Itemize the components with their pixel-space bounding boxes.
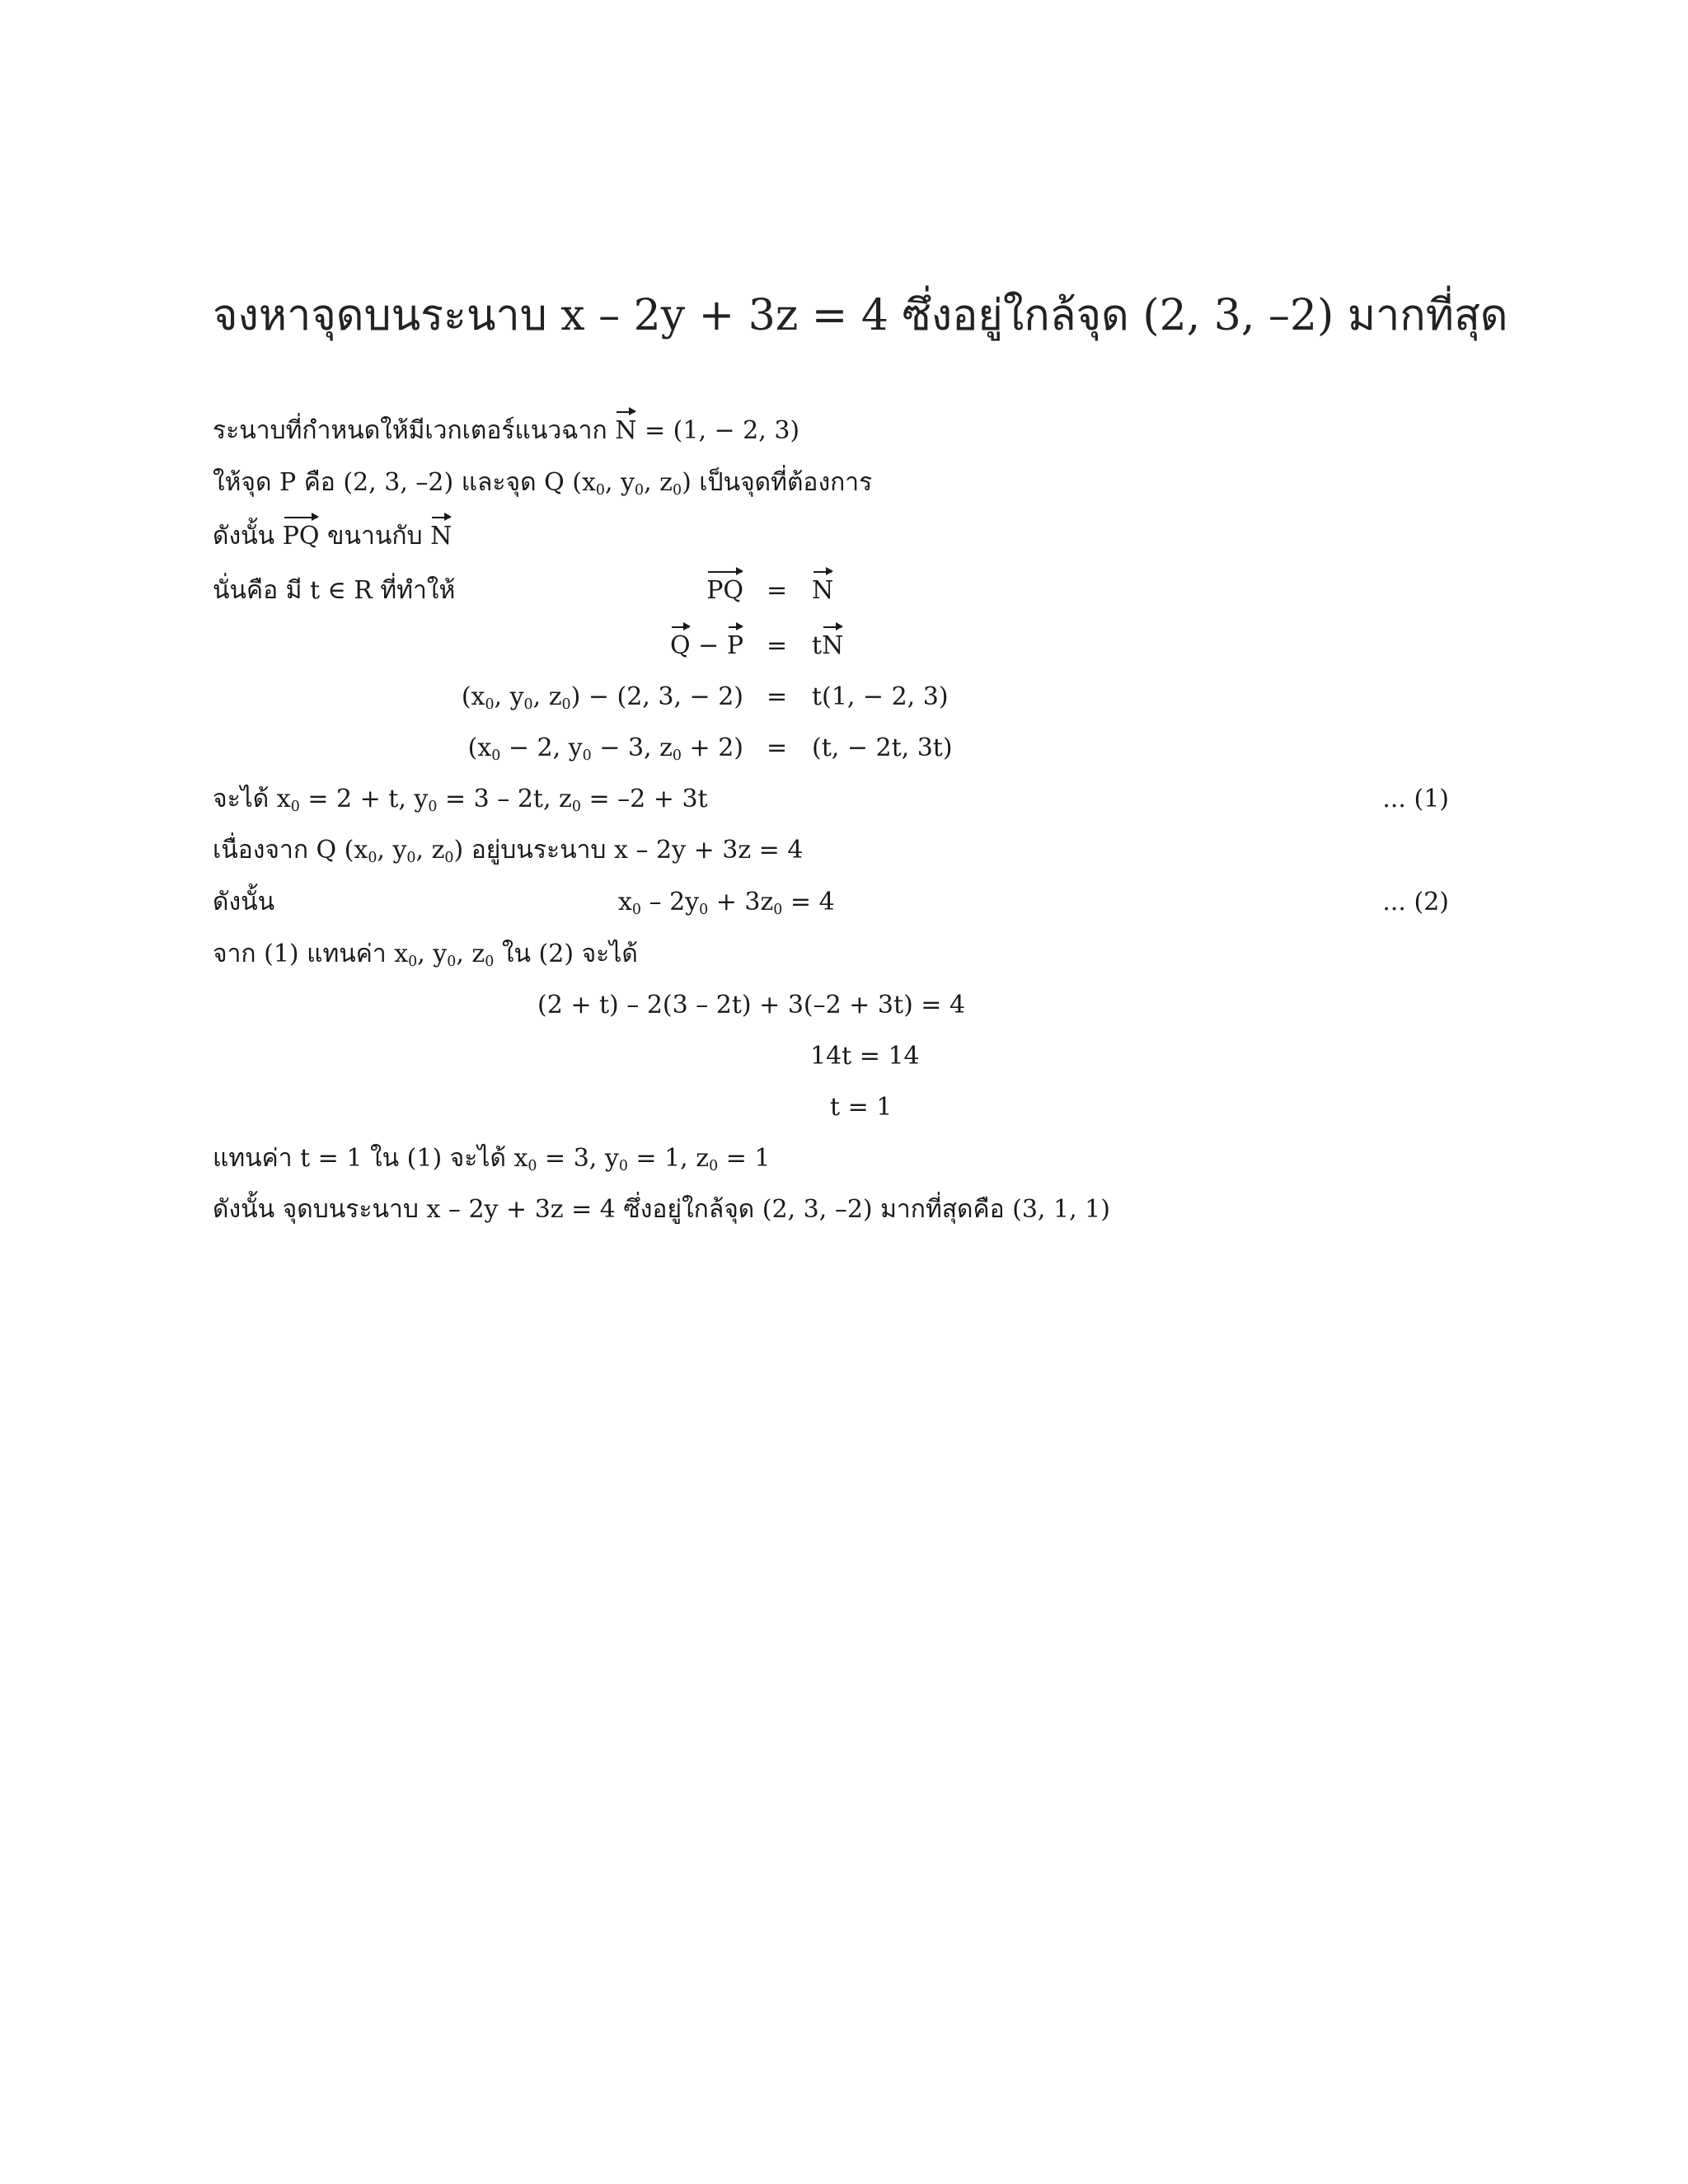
subscript: 0 <box>635 481 645 499</box>
eq4-equals: = <box>767 733 788 762</box>
equation-tag-1: ... (1) <box>1382 785 1449 813</box>
subscript: 0 <box>447 953 457 970</box>
text: t <box>812 631 823 660</box>
text: = (1, − 2, 3) <box>636 416 800 445</box>
eq4-left <box>379 732 743 765</box>
text: , z <box>415 836 445 865</box>
vector-pq: PQ <box>283 520 320 553</box>
text: เนื่องจาก Q (x <box>213 836 368 865</box>
text: − 2, y <box>500 733 583 762</box>
substitute-t-line <box>213 1142 770 1175</box>
subscript: 0 <box>672 747 682 764</box>
subscript: 0 <box>672 481 682 499</box>
subscript: 0 <box>582 747 592 764</box>
subscript: 0 <box>528 1157 537 1174</box>
text: จะได้ x <box>213 785 291 813</box>
eq1-right <box>812 574 833 607</box>
simplified-equation: 14t = 14 <box>810 1042 920 1071</box>
text: = 3 – 2t, z <box>437 785 572 813</box>
equation-tag-2: ... (2) <box>1382 888 1449 916</box>
subscript: 0 <box>485 696 495 713</box>
text: = 3, y <box>537 1144 619 1173</box>
subscript: 0 <box>408 953 418 970</box>
vector-n: N <box>812 574 833 607</box>
text: , z <box>532 682 562 711</box>
text: ) − (2, 3, − 2) <box>570 682 743 711</box>
exists-t-line <box>213 574 455 607</box>
text: − 3, z <box>591 733 673 762</box>
text: ดังนั้น <box>213 522 283 551</box>
vector-n: N <box>822 630 843 663</box>
points-definition-line <box>213 466 872 499</box>
subscript: 0 <box>406 849 416 866</box>
subscript: 0 <box>491 747 501 764</box>
text: ขนานกับ <box>319 522 431 551</box>
vector-n: N <box>615 415 636 448</box>
text: จาก (1) แทนค่า x <box>213 940 409 968</box>
subscript: 0 <box>699 901 709 918</box>
eq3-left <box>379 681 743 714</box>
substituted-equation: (2 + t) – 2(3 – 2t) + 3(–2 + 3t) = 4 <box>537 991 966 1019</box>
text: = 4 <box>782 888 835 916</box>
subscript: 0 <box>485 953 495 970</box>
text: นั่นคือ มี t ∈ R ที่ทำให้ <box>213 576 456 605</box>
text: ระนาบที่กำหนดให้มีเวกเตอร์แนวฉาก <box>213 416 616 445</box>
text: = –2 + 3t <box>580 785 708 813</box>
subscript: 0 <box>631 901 641 918</box>
substitute-line <box>213 938 638 971</box>
subscript: 0 <box>290 798 300 815</box>
vector-p: P <box>727 630 743 663</box>
t-value: t = 1 <box>830 1093 893 1122</box>
text: – 2y <box>641 888 700 916</box>
text: , y <box>417 940 448 968</box>
subscript: 0 <box>595 481 605 499</box>
eq1-equals: = <box>767 576 788 605</box>
text: = 1 <box>718 1144 771 1173</box>
subscript: 0 <box>523 696 533 713</box>
subscript: 0 <box>773 901 783 918</box>
text: , y <box>494 682 524 711</box>
q-on-plane-line <box>213 834 803 867</box>
vector-n: N <box>430 520 452 553</box>
normal-vector-line <box>213 415 799 448</box>
text: , z <box>644 468 673 497</box>
parallel-line <box>213 520 452 553</box>
text: , z <box>456 940 485 968</box>
subscript: 0 <box>561 696 571 713</box>
eq2-left <box>462 630 743 663</box>
subscript: 0 <box>444 849 454 866</box>
text: ใน (2) จะได้ <box>494 940 638 968</box>
eq3-right: t(1, − 2, 3) <box>812 682 949 711</box>
text: (x <box>461 682 485 711</box>
text: = 2 + t, y <box>299 785 429 813</box>
subscript: 0 <box>709 1157 719 1174</box>
therefore-label: ดังนั้น <box>213 888 275 916</box>
subscript: 0 <box>428 798 438 815</box>
parametric-result-line <box>213 783 708 816</box>
text: x <box>618 888 632 916</box>
text: − <box>690 631 727 660</box>
text: + 2) <box>682 733 743 762</box>
subscript: 0 <box>368 849 377 866</box>
text: , y <box>604 468 635 497</box>
vector-q: Q <box>670 630 691 663</box>
conclusion-line: ดังนั้น จุดบนระนาบ x – 2y + 3z = 4 ซึ่งอยู่ใกล้จุด (2, 3, –2) มากที่สุดคือ (3, 1, 1) <box>213 1195 1110 1224</box>
text: = 1, z <box>627 1144 710 1173</box>
text: ) อยู่บนระนาบ x – 2y + 3z = 4 <box>453 836 804 865</box>
text: , y <box>377 836 407 865</box>
text: ให้จุด P คือ (2, 3, –2) และจุด Q (x <box>213 468 596 497</box>
subscript: 0 <box>571 798 581 815</box>
plane-equation-q <box>618 886 835 919</box>
vector-pq: PQ <box>706 574 743 607</box>
text: + 3z <box>708 888 774 916</box>
subscript: 0 <box>618 1157 628 1174</box>
text: แทนค่า t = 1 ใน (1) จะได้ x <box>213 1144 528 1173</box>
eq4-right: (t, − 2t, 3t) <box>812 733 953 762</box>
eq1-left <box>462 574 743 607</box>
page-title: จงหาจุดบนระนาบ x – 2y + 3z = 4 ซึ่งอยู่ใกล้จุด (2, 3, –2) มากที่สุด <box>213 291 1508 340</box>
eq2-right <box>812 630 843 663</box>
eq2-equals: = <box>767 631 788 660</box>
text: (x <box>467 733 492 762</box>
text: ) เป็นจุดที่ต้องการ <box>682 468 873 497</box>
eq3-equals: = <box>767 682 788 711</box>
